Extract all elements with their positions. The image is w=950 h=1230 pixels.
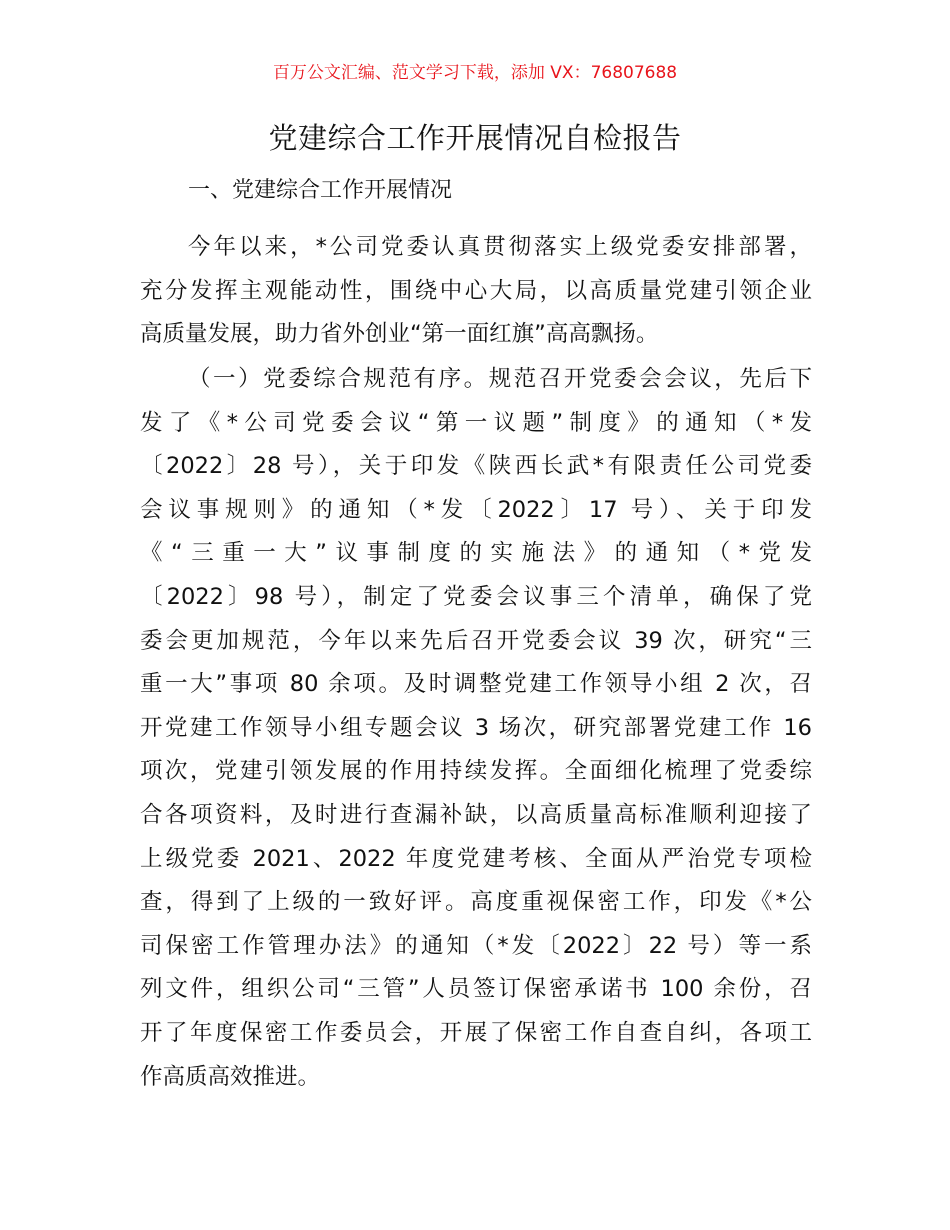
paragraph-line: 高质量发展，助力省外创业“第一面红旗”高高飘扬。 <box>140 321 659 348</box>
paragraph-line: 委会更加规范，今年以来先后召开党委会议 39 次，研究“三 <box>140 627 812 654</box>
paragraph-line: 重一大”事项 80 余项。及时调整党建工作领导小组 2 次，召 <box>140 671 812 698</box>
paragraph-line: 开了年度保密工作委员会，开展了保密工作自查自纠，各项工 <box>140 1019 812 1046</box>
paragraph-line: 作高质高效推进。 <box>140 1063 321 1090</box>
paragraph-line: 司保密工作管理办法》的通知（*发〔2022〕22 号）等一系 <box>140 932 812 959</box>
paragraph-party-committee <box>140 358 812 1099</box>
paragraph-line: 上级党委 2021、2022 年度党建考核、全面从严治党专项检 <box>140 845 812 872</box>
paragraph-line: 充分发挥主观能动性，围绕中心大局，以高质量党建引领企业 <box>140 277 812 304</box>
section-heading: 一、党建综合工作开展情况 <box>188 178 453 203</box>
paragraph-line: 〔2022〕98 号），制定了党委会议事三个清单，确保了党 <box>140 583 812 610</box>
paragraph-line: 会议事规则》的通知（*发〔2022〕17 号）、关于印发 <box>140 496 812 523</box>
paragraph-line: 查，得到了上级的一致好评。高度重视保密工作，印发《*公 <box>140 889 812 916</box>
paragraph-line: 项次，党建引领发展的作用持续发挥。全面细化梳理了党委综 <box>140 758 812 785</box>
paragraph-line: 发了《*公司党委会议“第一议题”制度》的通知（*发 <box>140 409 812 436</box>
paragraph-line: 列文件，组织公司“三管”人员签订保密承诺书 100 余份，召 <box>140 976 812 1003</box>
paragraph-line: 合各项资料，及时进行查漏补缺，以高质量高标准顺利迎接了 <box>140 801 812 828</box>
paragraph-line: 《“三重一大”议事制度的实施法》的通知（*党发 <box>140 540 812 567</box>
document-title: 党建综合工作开展情况自检报告 <box>268 121 682 155</box>
paragraph-line: 开党建工作领导小组专题会议 3 场次，研究部署党建工作 16 <box>140 714 812 741</box>
paragraph-line: 今年以来，*公司党委认真贯彻落实上级党委安排部署， <box>188 234 812 260</box>
paragraph-line: 〔2022〕28 号），关于印发《陕西长武*有限责任公司党委 <box>140 453 812 480</box>
paragraph-intro <box>140 226 812 357</box>
watermark-banner: 百万公文汇编、范文学习下载，添加 VX：76807688 <box>272 63 678 83</box>
paragraph-line: （一）党委综合规范有序。规范召开党委会会议，先后下 <box>188 366 812 392</box>
